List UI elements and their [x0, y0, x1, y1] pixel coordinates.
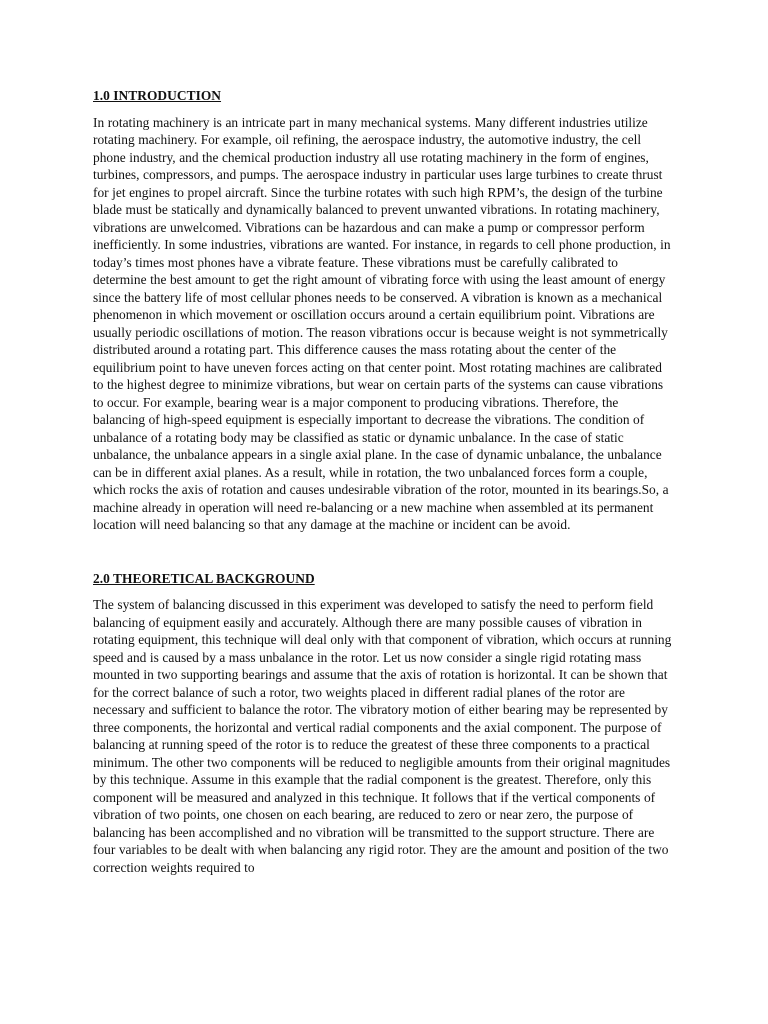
- spacer: [93, 105, 673, 114]
- section-body-introduction: In rotating machinery is an intricate part in many mechanical systems. Many different industries utilize rotating machinery. For example, oil refining, the aerospace industry, the automotive industry, the cell phone industry, and the chemical production industry all use rotating machinery in the form of engines, turbines, compressors, and pumps. The aerospace industry in particular uses large turbines to create thrust for jet engines to propel aircraft. Since the turbine rotates with such high RPM’s, the design of the turbine blade must be statically and dynamically balanced to prevent unwanted vibrations. In rotating machinery, vibrations are unwelcomed. Vibrations can be hazardous and can make a pump or compressor perform inefficiently. In some industries, vibrations are wanted. For instance, in regards to cell phone production, in today’s times most phones have a vibrate feature. These vibrations must be carefully calibrated to determine the best amount to get the right amount of vibrating force with using the least amount of energy since the battery life of most cellular phones needs to be conserved. A vibration is known as a mechanical phenomenon in which movement or oscillation occurs around a certain equilibrium point. Vibrations are usually periodic oscillations of motion. The reason vibrations occur is because weight is not symmetrically distributed around a rotating part. This difference causes the mass rotating about the center of the equilibrium point to have uneven forces acting on that center point. Most rotating machines are calibrated to the highest degree to minimize vibrations, but wear on certain parts of the systems can cause vibrations to occur. For example, bearing wear is a major component to producing vibrations. Therefore, the balancing of high-speed equipment is especially important to decrease the vibrations. The condition of unbalance of a rotating body may be classified as static or dynamic unbalance. In the case of static unbalance, the unbalance appears in a single axial plane. In the case of dynamic unbalance, the unbalance can be in different axial planes. As a result, while in rotation, the two unbalanced forces form a couple, which rocks the axis of rotation and causes undesirable vibration of the rotor, mounted in its bearings.So, a machine already in operation will need re-balancing or a new machine when assembled at its permanent location will need balancing so that any damage at the machine or incident can be avoid.: [93, 114, 671, 532]
- spacer: [93, 587, 673, 596]
- section-spacer: [93, 534, 673, 570]
- section-heading-introduction: 1.0 INTRODUCTION: [93, 88, 222, 103]
- section-body-theoretical-background: The system of balancing discussed in this experiment was developed to satisfy the need to perform field balancing of equipment easily and accurately. Although there are many possible causes of vibration in rotating equipment, this technique will deal only with that component of vibration, which occurs at running speed and is caused by a mass unbalance in the rotor. Let us now consider a single rigid rotating mass mounted in two supporting bearings and assume that the axis of rotation is horizontal. It can be shown that for the correct balance of such a rotor, two weights placed in different radial planes of the rotor are necessary and sufficient to balance the rotor. The vibratory motion of either bearing may be represented by three components, the horizontal and vertical radial components and the axial component. The purpose of balancing at running speed of the rotor is to reduce the greatest of these three components to a practical minimum. The other two components will be reduced to negligible amounts from their original magnitudes by this technique. Assume in this example that the radial component is the greatest. Therefore, only this component will be measured and analyzed in this technique. It follows that if the vertical components of vibration of two points, one chosen on each bearing, are reduced to zero or near zero, the purpose of balancing has been accomplished and no vibration will be transmitted to the support structure. There are four variables to be dealt with when balancing any rigid rotor. They are the amount and position of the two correction weights required to: [93, 597, 672, 875]
- section-heading-theoretical-background: 2.0 THEORETICAL BACKGROUND: [93, 570, 315, 586]
